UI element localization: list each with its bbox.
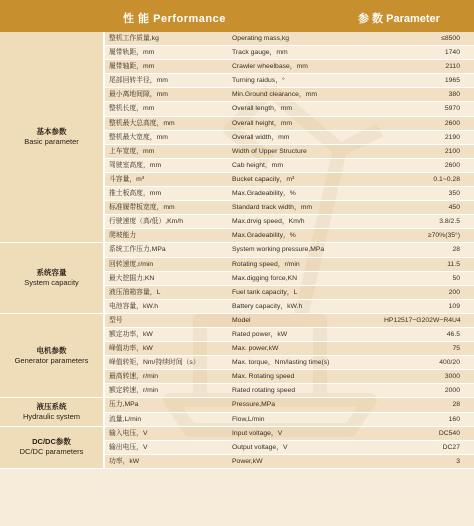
param-name-en: Rotating speed，r/min (226, 257, 384, 271)
param-value: 2600 (384, 116, 474, 130)
param-name-zh: 电池容量，kW.h (104, 299, 226, 313)
param-name-en: Max.Gradeability，% (226, 187, 384, 201)
param-name-en: Cab height，mm (226, 158, 384, 172)
param-name-zh: 上车宽度，mm (104, 144, 226, 158)
param-name-en: Track gauge，mm (226, 46, 384, 60)
group-label (0, 32, 104, 243)
param-name-zh: 型号 (104, 313, 226, 327)
param-name-en: Overall width，mm (226, 130, 384, 144)
param-value: ≥70%(35°) (384, 229, 474, 243)
param-value: 50 (384, 271, 474, 285)
group-label-zh: 系统容量 (36, 268, 67, 278)
param-value: 28 (384, 398, 474, 412)
param-value: 5970 (384, 102, 474, 116)
param-name-en: Max. Rotating speed (226, 370, 384, 384)
param-name-en: Bucket capacity，m³ (226, 172, 384, 186)
param-name-en: Power,kW (226, 454, 384, 468)
param-value: 2000 (384, 384, 474, 398)
group-label-en: DC/DC parameters (19, 447, 84, 457)
param-value: 28 (384, 243, 474, 257)
param-name-zh: 整机长度，mm (104, 102, 226, 116)
param-name-zh: 行驶速度（高/低）,Km/h (104, 215, 226, 229)
param-value: 2600 (384, 158, 474, 172)
param-name-zh: 流量,L/min (104, 412, 226, 426)
group-label-zh: DC/DC参数 (32, 437, 71, 447)
param-name-en: Rated rotating speed (226, 384, 384, 398)
table-row (0, 426, 474, 440)
param-name-en: Min.Ground clearance，mm (226, 88, 384, 102)
param-name-en: Crawler wheelbase，mm (226, 60, 384, 74)
group-label-zh: 基本参数 (36, 127, 67, 137)
table-row (0, 313, 474, 327)
param-name-en: Model (226, 313, 384, 327)
param-value: 380 (384, 88, 474, 102)
param-value: DC27 (384, 440, 474, 454)
param-name-en: Max. power,kW (226, 342, 384, 356)
param-value: 3000 (384, 370, 474, 384)
param-value: 350 (384, 187, 474, 201)
param-value: 400/20 (384, 356, 474, 370)
param-name-zh: 标准履带板宽度，mm (104, 201, 226, 215)
param-name-zh: 输入电压，V (104, 426, 226, 440)
table-row (0, 398, 474, 412)
param-name-zh: 峰值转矩，Nm/持续时间（s） (104, 356, 226, 370)
param-name-zh: 压力,MPa (104, 398, 226, 412)
param-name-zh: 最大挖掘力,KN (104, 271, 226, 285)
param-name-zh: 最小离地间隙，mm (104, 88, 226, 102)
param-name-zh: 整机最大宽度，mm (104, 130, 226, 144)
param-value: 109 (384, 299, 474, 313)
param-name-en: Input voltage，V (226, 426, 384, 440)
param-name-en: Fuel tank capacity，L (226, 285, 384, 299)
param-value: 1965 (384, 74, 474, 88)
param-name-en: Flow,L/min (226, 412, 384, 426)
param-value: 1740 (384, 46, 474, 60)
param-value: 450 (384, 201, 474, 215)
param-name-en: Battery capacity，kW.h (226, 299, 384, 313)
table-header (0, 0, 474, 32)
param-name-en: Max. torque，Nm/lasting time(s) (226, 356, 384, 370)
spec-table-body (0, 32, 474, 468)
param-name-zh: 整机工作质量,kg (104, 32, 226, 46)
param-name-en: Turning raidus，° (226, 74, 384, 88)
param-value: 2190 (384, 130, 474, 144)
group-label (0, 243, 104, 313)
param-name-en: Rated power，kW (226, 327, 384, 341)
param-value: 46.5 (384, 327, 474, 341)
param-value: 160 (384, 412, 474, 426)
group-label-zh: 电机参数 (36, 345, 67, 355)
param-name-en: Standard track width，mm (226, 201, 384, 215)
param-name-zh: 功率，kW (104, 454, 226, 468)
spec-table (0, 32, 474, 469)
param-name-zh: 斗容量，m³ (104, 172, 226, 186)
param-name-en: Output voltage，V (226, 440, 384, 454)
param-name-zh: 推土板高度，mm (104, 187, 226, 201)
param-name-en: Max.drvig speed，Km/h (226, 215, 384, 229)
performance-heading: 性 能 Performance (123, 13, 226, 25)
group-label (0, 426, 104, 468)
param-value: 75 (384, 342, 474, 356)
param-name-zh: 输出电压，V (104, 440, 226, 454)
group-label (0, 313, 104, 398)
param-value: 2100 (384, 144, 474, 158)
param-value: 3.8/2.5 (384, 215, 474, 229)
group-label-en: Hydraulic system (22, 412, 81, 422)
param-name-zh: 最高转速，r/min (104, 370, 226, 384)
param-value: DC540 (384, 426, 474, 440)
group-label-en: Generator parameters (14, 355, 89, 365)
param-value: 2110 (384, 60, 474, 74)
param-name-en: Width of Upper Structure (226, 144, 384, 158)
param-value: 3 (384, 454, 474, 468)
param-value: ≤8500 (384, 32, 474, 46)
table-row (0, 243, 474, 257)
param-name-zh: 系统工作压力,MPa (104, 243, 226, 257)
param-name-en: Max.Gradeability，% (226, 229, 384, 243)
param-name-zh: 整机最大总高度，mm (104, 116, 226, 130)
param-name-zh: 履带轨距，mm (104, 46, 226, 60)
param-name-en: Operating mass,kg (226, 32, 384, 46)
param-name-en: System working pressure,MPa (226, 243, 384, 257)
group-label-en: System capacity (24, 278, 79, 288)
param-name-en: Overall height，mm (226, 116, 384, 130)
param-name-en: Overall length，mm (226, 102, 384, 116)
param-name-en: Pressure,MPa (226, 398, 384, 412)
table-row (0, 32, 474, 46)
param-name-zh: 爬坡能力 (104, 229, 226, 243)
param-value: 200 (384, 285, 474, 299)
param-name-zh: 尾部回转半径，mm (104, 74, 226, 88)
param-value: 11.5 (384, 257, 474, 271)
group-label-zh: 液压系统 (36, 402, 67, 412)
parameter-heading: 参 数 Parameter (358, 13, 440, 25)
param-value: HP12517−G202W−R4U4 (384, 313, 474, 327)
param-name-zh: 额定转速，r/min (104, 384, 226, 398)
param-value: 0.1~0.28 (384, 172, 474, 186)
param-name-en: Max.digging force,KN (226, 271, 384, 285)
group-label-en: Basic parameter (24, 137, 79, 147)
param-name-zh: 额定功率，kW (104, 327, 226, 341)
param-name-zh: 履带轴距，mm (104, 60, 226, 74)
param-name-zh: 峰值功率，kW (104, 342, 226, 356)
param-name-zh: 液压油箱容量，L (104, 285, 226, 299)
group-label (0, 398, 104, 426)
param-name-zh: 驾驶室高度，mm (104, 158, 226, 172)
param-name-zh: 回转速度,r/min (104, 257, 226, 271)
